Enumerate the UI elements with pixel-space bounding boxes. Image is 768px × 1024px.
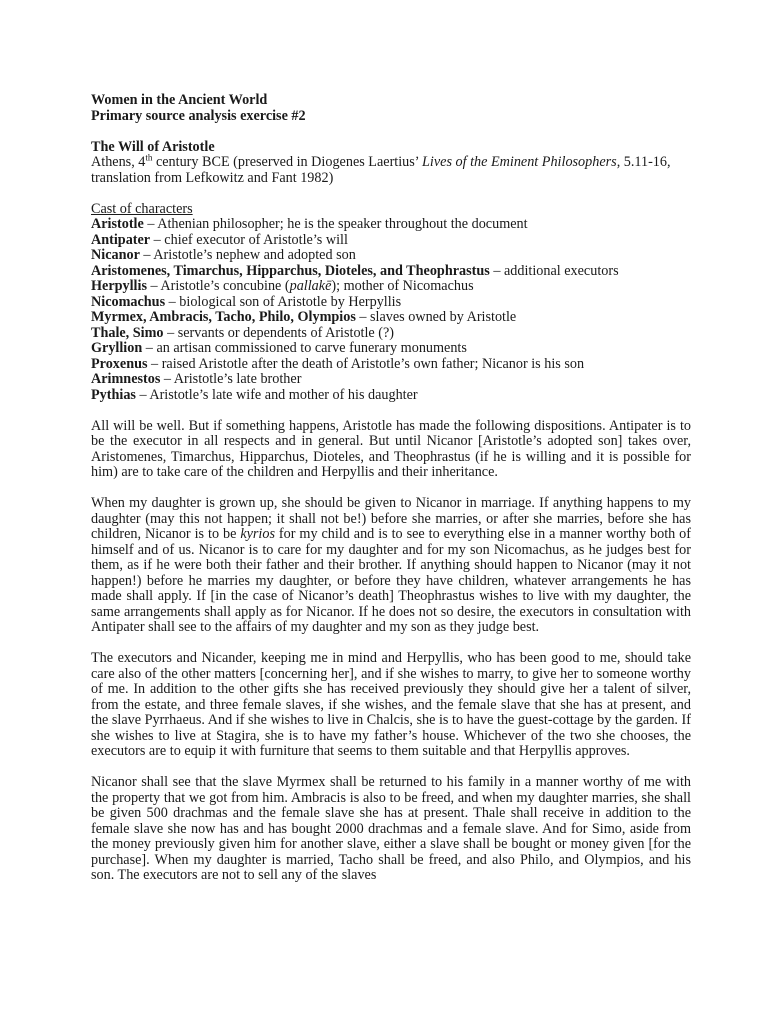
cast-item: Myrmex, Ambracis, Tacho, Philo, Olympios – slaves owned by Aristotle [91,309,517,325]
source-citation: Athens, 4th century BCE (preserved in Diogenes Laertius’ Lives of the Eminent Philosophers, 5.11-16, translation from Lefkowitz and Fant 1982) [91,152,671,186]
paragraph-herpyllis: The executors and Nicander, keeping me in mind and Herpyllis, who has been good to me, should take care also of the other matters [concerning her], and if she wishes to marry, to give her to someone worthy of me. In addition to the other gifts she has received previously they should give her a talent of silver, from the estate, and three female slaves, if she wishes, and the female slave that she has at present, and the slave Pyrrhaeus. And if she wishes to live in Chalcis, she is to have the guest-cottage by the garden. If she wishes to live at Stagira, she is to have my father’s house. Whichever of the two she chooses, the executors are to equip it with furniture that seems to them suitable and that Herpyllis approves. [91,650,691,759]
cast-item: Pythias – Aristotle’s late wife and mother of his daughter [91,386,418,403]
cast-list [91,217,691,403]
cast-item: Thale, Simo – servants or dependents of Aristotle (?) [91,324,395,341]
cast-item: Herpyllis – Aristotle’s concubine (pallakē); mother of Nicomachus [91,278,474,294]
exercise-title: Primary source analysis exercise #2 [91,107,306,124]
cast-item: Nicanor – Aristotle’s nephew and adopted son [91,247,356,263]
cast-item: Gryllion – an artisan commissioned to carve funerary monuments [91,340,467,356]
course-title: Women in the Ancient World [91,92,268,108]
cast-item: Nicomachus – biological son of Aristotle by Herpyllis [91,293,402,310]
cast-item: Arimnestos – Aristotle’s late brother [91,371,302,387]
paragraph-slaves: Nicanor shall see that the slave Myrmex shall be returned to his family in a manner worthy of me with the property that we got from him. Ambracis is also to be freed, and when my daughter marries, she shall be given 500 drachmas and the female slave she has at present. Thale shall receive in addition to the female slave she now has and has bought 2000 drachmas and a female slave. And for Simo, aside from the money previously given him for another slave, either a slave shall be bought or money given [for the purchase]. When my daughter is married, Tacho shall be freed, and also Philo, and Olympios, and his son. The executors are not to sell any of the slaves [91,774,691,883]
paragraph-dispositions: All will be well. But if something happens, Aristotle has made the following dispositions. Antipater is to be the executor in all respects and in general. But until Nicanor [Aristotle’s adopted son] takes over, Aristomenes, Timarchus, Hipparchus, Dioteles, and Theophrastus (if he is willing and it is possible for him) are to take care of the children and Herpyllis and their inheritance. [91,417,691,480]
paragraph-daughter: When my daughter is grown up, she should be given to Nicanor in marriage. If anything happens to my daughter (may this not happen; it shall not be!) before she marries, or after she marries, before she has children, Nicanor is to be kyrios for my child and is to see to everything else in a manner worthy both of himself and of us. Nicanor is to care for my daughter and for my son Nicomachus, as he judges best for them, as if he were both their father and their brother. If anything should happen to Nicanor (may it not happen!) before he marries my daughter, or before they have children, whatever arrangements he has made shall apply. If [in the case of Nicanor’s death] Theophrastus wishes to live with my daughter, the same arrangements shall apply as for Nicanor. If he does not so desire, the executors in consultation with Antipater shall see to the affairs of my daughter and my son as they judge best. [91,495,691,635]
cast-item: Aristotle – Athenian philosopher; he is the speaker throughout the document [91,216,528,232]
cast-heading: Cast of characters [91,200,193,217]
document-title: The Will of Aristotle [91,138,215,155]
cast-item: Proxenus – raised Aristotle after the death of Aristotle’s own father; Nicanor is his son [91,355,585,372]
cast-item: Aristomenes, Timarchus, Hipparchus, Dioteles, and Theophrastus – additional executors [91,262,619,279]
document-page [91,93,691,884]
cast-item: Antipater – chief executor of Aristotle’s will [91,231,348,248]
